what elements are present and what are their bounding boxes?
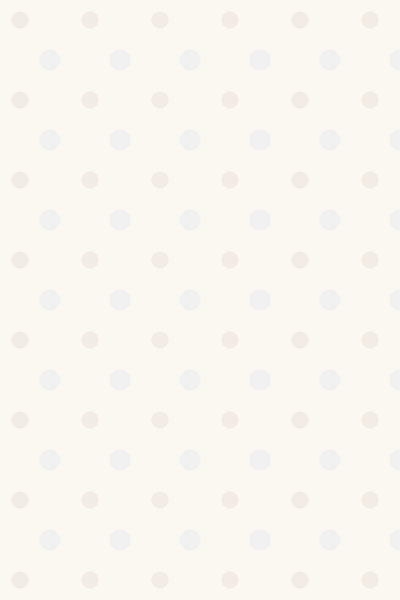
bunting-top [0, 0, 400, 10]
bunting-bottom [0, 586, 400, 600]
